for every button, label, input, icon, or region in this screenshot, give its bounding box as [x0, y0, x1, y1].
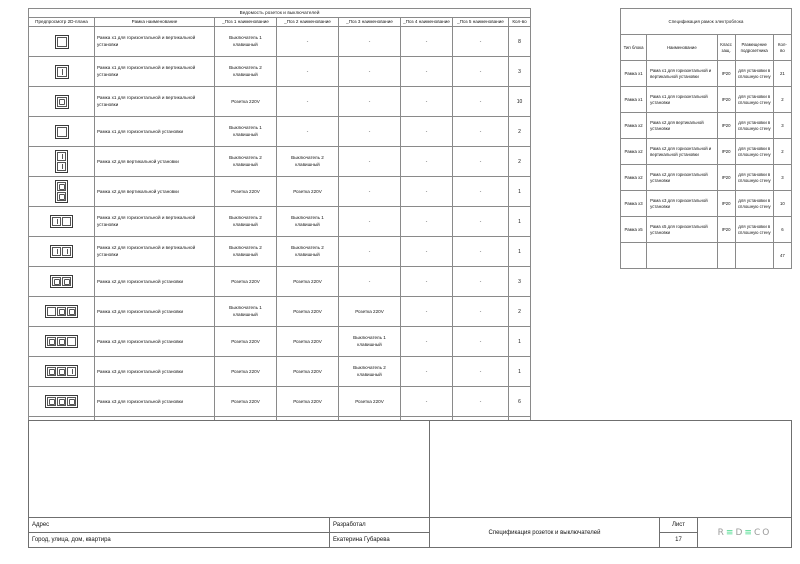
socket-cell-sw1 [57, 127, 67, 137]
wiring-table-header-row [29, 18, 531, 27]
frames-table-header-row [621, 35, 792, 61]
column-header-pos5: _Поз 5 наименование [453, 18, 509, 27]
frame-name-cell: Рамка х3 для горизонтальной установки [95, 327, 215, 357]
socket-block-preview-icon [55, 180, 68, 203]
position-3-cell: - [339, 27, 401, 57]
drawing-title: Спецификация розеток и выключателей [488, 529, 601, 536]
position-5-cell: - [453, 117, 509, 147]
block-type-cell: Рамка x2 [621, 139, 647, 165]
frames-specification-sheet [620, 8, 792, 269]
frame-name-cell: Рама x1 для горизонтальной установки [647, 87, 717, 113]
block-type-cell: Рамка x2 [621, 165, 647, 191]
frame-name-cell: Рамка х1 для горизонтальной и вертикальной установки [95, 57, 215, 87]
table-row[interactable] [29, 117, 531, 147]
mounting-cell: для установки в сплошную стену [735, 113, 773, 139]
column-header-pos3: _Поз 3 наименование [339, 18, 401, 27]
position-3-cell: - [339, 147, 401, 177]
socket-cell-sock [57, 192, 66, 201]
ip-class-cell: IP20 [717, 113, 735, 139]
preview-cell [29, 387, 95, 417]
column-header-quantity: Кол-во [509, 18, 531, 27]
block-type-cell: Рамка x3 [621, 191, 647, 217]
total-empty-cell [717, 243, 735, 269]
quantity-cell: 8 [509, 27, 531, 57]
column-header-pos2: _Поз 2 наименование [277, 18, 339, 27]
position-4-cell: - [401, 177, 453, 207]
position-4-cell: - [401, 147, 453, 177]
table-row[interactable] [29, 357, 531, 387]
position-1-cell: Выключатель 2 клавишный [215, 147, 277, 177]
table-row[interactable] [29, 57, 531, 87]
socket-block-preview-icon [50, 215, 73, 228]
socket-cell-sw2 [52, 217, 61, 226]
socket-cell-sw2 [57, 152, 66, 161]
frame-name-cell: Рамка х1 для горизонтальной установки [95, 117, 215, 147]
position-2-cell: Выключатель 2 клавишный [277, 147, 339, 177]
position-1-cell: Розетка 220V [215, 327, 277, 357]
socket-cell-sock [67, 307, 76, 316]
position-2-cell: Розетка 220V [277, 297, 339, 327]
title-block-drawing-title-column [429, 517, 659, 547]
quantity-cell: 1 [509, 327, 531, 357]
frame-name-cell: Рама x1 для горизонтальной и вертикальной установки [647, 61, 717, 87]
mounting-cell: для установки в сплошную стену [735, 61, 773, 87]
table-row[interactable] [29, 177, 531, 207]
frame-name-cell: Рамка х1 для горизонтальной и вертикальной установки [95, 87, 215, 117]
frame-name-cell: Рама x2 для горизонтальной и вертикальной установки [647, 139, 717, 165]
frame-name-cell: Рамка х2 для вертикальной установки [95, 177, 215, 207]
position-4-cell: - [401, 207, 453, 237]
quantity-cell: 6 [773, 217, 791, 243]
preview-cell [29, 57, 95, 87]
frame-name-cell: Рама x5 для горизонтальной установки [647, 217, 717, 243]
position-1-cell: Выключатель 1 клавишный [215, 297, 277, 327]
position-2-cell: Выключатель 2 клавишный [277, 237, 339, 267]
developer-label: Разработал [330, 518, 429, 533]
sheet-label: Лист [660, 518, 697, 533]
position-3-cell: Выключатель 1 клавишный [339, 327, 401, 357]
frame-name-cell: Рама x3 для горизонтальной установки [647, 191, 717, 217]
socket-cell-sock [57, 367, 66, 376]
position-1-cell: Выключатель 2 клавишный [215, 237, 277, 267]
position-5-cell: - [453, 57, 509, 87]
table-row[interactable] [29, 297, 531, 327]
quantity-cell: 2 [509, 147, 531, 177]
quantity-cell: 2 [509, 297, 531, 327]
socket-cell-sock [47, 367, 56, 376]
position-3-cell: Розетка 220V [339, 297, 401, 327]
developer-value: Екатерина Губарева [333, 537, 390, 543]
ip-class-cell: IP20 [717, 139, 735, 165]
table-row[interactable] [29, 387, 531, 417]
ip-class-cell: IP20 [717, 217, 735, 243]
socket-block-preview-icon [55, 95, 69, 109]
total-empty-cell [621, 243, 647, 269]
socket-block-preview-icon [55, 35, 69, 49]
position-3-cell: - [339, 57, 401, 87]
socket-block-preview-icon [45, 395, 78, 408]
socket-cell-sw1 [67, 337, 76, 346]
quantity-cell: 1 [509, 237, 531, 267]
column-header-pos4: _Поз 4 наименование [401, 18, 453, 27]
position-4-cell: - [401, 117, 453, 147]
table-row[interactable] [621, 61, 792, 87]
preview-cell [29, 357, 95, 387]
position-5-cell: - [453, 237, 509, 267]
quantity-cell: 21 [773, 61, 791, 87]
socket-cell-sock [57, 97, 67, 107]
position-4-cell: - [401, 27, 453, 57]
position-2-cell: - [277, 117, 339, 147]
frame-name-cell: Рамка х2 для горизонтальной и вертикальной установки [95, 237, 215, 267]
preview-cell [29, 117, 95, 147]
socket-block-preview-icon [45, 335, 78, 348]
position-2-cell: Розетка 220V [277, 177, 339, 207]
frame-name-cell: Рамка х1 для горизонтальной и вертикальной установки [95, 27, 215, 57]
position-5-cell: - [453, 177, 509, 207]
position-2-cell: Розетка 220V [277, 357, 339, 387]
position-4-cell: - [401, 57, 453, 87]
column-header-name: Наименование [647, 35, 717, 61]
table-row[interactable] [29, 207, 531, 237]
column-header-preview: Предпросмотр 2D-плана [29, 18, 95, 27]
redeco-logo [698, 518, 791, 547]
position-4-cell: - [401, 327, 453, 357]
redeco-logo-text: R≡D≡CO [717, 527, 772, 538]
position-2-cell: - [277, 57, 339, 87]
socket-block-preview-icon [45, 365, 78, 378]
position-5-cell: - [453, 387, 509, 417]
title-block-sheet-column [659, 517, 697, 547]
socket-cell-sock [57, 397, 66, 406]
ip-class-cell: IP20 [717, 191, 735, 217]
quantity-cell: 10 [773, 191, 791, 217]
frame-name-cell: Рама x2 для вертикальной установки [647, 113, 717, 139]
position-4-cell: - [401, 297, 453, 327]
column-header-pos1: _Поз 1 наименование [215, 18, 277, 27]
quantity-cell: 10 [509, 87, 531, 117]
socket-cell-sw2 [57, 67, 67, 77]
block-type-cell: Рамка x5 [621, 217, 647, 243]
block-type-cell: Рамка x1 [621, 87, 647, 113]
frame-name-cell: Рамка х3 для горизонтальной установки [95, 387, 215, 417]
table-row[interactable] [621, 217, 792, 243]
mounting-cell: для установки в сплошную стену [735, 139, 773, 165]
total-row [621, 243, 792, 269]
address-value: Город, улица, дом, квартира [32, 537, 111, 543]
ip-class-cell: IP20 [717, 87, 735, 113]
quantity-cell: 2 [773, 139, 791, 165]
table-row[interactable] [29, 87, 531, 117]
position-1-cell: Розетка 220V [215, 357, 277, 387]
table-row[interactable] [621, 191, 792, 217]
socket-block-preview-icon [50, 245, 73, 258]
ip-class-cell: IP20 [717, 61, 735, 87]
table-row[interactable] [29, 237, 531, 267]
socket-cell-sw1 [62, 217, 71, 226]
title-block-address-column [29, 517, 329, 547]
socket-cell-sock [47, 397, 56, 406]
frames-table-title-row [621, 9, 792, 35]
position-3-cell: - [339, 87, 401, 117]
position-1-cell: Розетка 220V [215, 267, 277, 297]
column-header-mounting: Размещение подрозетника [735, 35, 773, 61]
frame-name-cell: Рамка х2 для горизонтальной установки [95, 267, 215, 297]
position-3-cell: Розетка 220V [339, 387, 401, 417]
socket-cell-sw2 [57, 162, 66, 171]
position-3-cell: - [339, 207, 401, 237]
column-header-quantity: Кол-во [773, 35, 791, 61]
position-1-cell: Розетка 220V [215, 387, 277, 417]
socket-cell-sock [52, 277, 61, 286]
position-5-cell: - [453, 207, 509, 237]
title-block-developer-column [329, 517, 429, 547]
position-5-cell: - [453, 147, 509, 177]
table-row[interactable] [29, 267, 531, 297]
quantity-cell: 2 [509, 117, 531, 147]
socket-cell-sw1 [47, 307, 56, 316]
socket-block-preview-icon [50, 275, 73, 288]
position-3-cell: - [339, 237, 401, 267]
block-type-cell: Рамка x2 [621, 113, 647, 139]
mounting-cell: для установки в сплошную стену [735, 191, 773, 217]
frames-table-title: Спецификация рамок электроблока [621, 9, 792, 35]
position-3-cell: Выключатель 2 клавишный [339, 357, 401, 387]
position-5-cell: - [453, 27, 509, 57]
position-1-cell: Выключатель 1 клавишный [215, 27, 277, 57]
socket-block-preview-icon [55, 125, 69, 139]
socket-cell-sock [57, 337, 66, 346]
position-1-cell: Розетка 220V [215, 177, 277, 207]
quantity-cell: 3 [509, 267, 531, 297]
preview-cell [29, 237, 95, 267]
frames-table [620, 8, 792, 269]
position-4-cell: - [401, 387, 453, 417]
title-block [28, 420, 792, 548]
column-header-ip-class: Класс защ. [717, 35, 735, 61]
socket-cell-sock [47, 337, 56, 346]
total-empty-cell [735, 243, 773, 269]
table-row[interactable] [29, 27, 531, 57]
socket-cell-sock [57, 182, 66, 191]
socket-cell-sock [67, 397, 76, 406]
position-5-cell: - [453, 327, 509, 357]
socket-cell-sock [57, 307, 66, 316]
position-4-cell: - [401, 267, 453, 297]
preview-cell [29, 27, 95, 57]
quantity-cell: 6 [509, 387, 531, 417]
table-row[interactable] [29, 327, 531, 357]
position-4-cell: - [401, 237, 453, 267]
position-5-cell: - [453, 297, 509, 327]
wiring-table-title-row [29, 9, 531, 18]
sheet-number: 17 [675, 537, 682, 543]
table-row[interactable] [621, 139, 792, 165]
frame-name-cell: Рама x2 для горизонтальной установки [647, 165, 717, 191]
table-row[interactable] [29, 147, 531, 177]
block-type-cell: Рамка x1 [621, 61, 647, 87]
preview-cell [29, 147, 95, 177]
ip-class-cell: IP20 [717, 165, 735, 191]
quantity-cell: 1 [509, 177, 531, 207]
table-row[interactable] [621, 165, 792, 191]
preview-cell [29, 87, 95, 117]
table-row[interactable] [621, 87, 792, 113]
preview-cell [29, 177, 95, 207]
position-3-cell: - [339, 117, 401, 147]
frame-name-cell: Рамка х3 для горизонтальной установки [95, 357, 215, 387]
preview-cell [29, 297, 95, 327]
socket-block-preview-icon [45, 305, 78, 318]
address-label: Адрес [29, 518, 329, 533]
socket-block-preview-icon [55, 65, 69, 79]
total-empty-cell [647, 243, 717, 269]
position-2-cell: Выключатель 1 клавишный [277, 207, 339, 237]
socket-cell-sw2 [67, 367, 76, 376]
quantity-cell: 2 [773, 87, 791, 113]
socket-cell-sock [62, 277, 71, 286]
title-block-logo-column [697, 517, 791, 547]
preview-cell [29, 207, 95, 237]
preview-cell [29, 267, 95, 297]
position-1-cell: Розетка 220V [215, 87, 277, 117]
position-2-cell: Розетка 220V [277, 267, 339, 297]
quantity-cell: 3 [773, 113, 791, 139]
position-1-cell: Выключатель 2 клавишный [215, 207, 277, 237]
position-5-cell: - [453, 87, 509, 117]
mounting-cell: для установки в сплошную стену [735, 217, 773, 243]
quantity-cell: 1 [509, 357, 531, 387]
position-3-cell: - [339, 267, 401, 297]
position-3-cell: - [339, 177, 401, 207]
socket-block-preview-icon [55, 150, 68, 173]
quantity-cell: 3 [509, 57, 531, 87]
position-2-cell: - [277, 87, 339, 117]
position-2-cell: - [277, 27, 339, 57]
column-header-block-type: Тип блока [621, 35, 647, 61]
title-block-divider [429, 421, 430, 517]
position-4-cell: - [401, 357, 453, 387]
position-2-cell: Розетка 220V [277, 387, 339, 417]
preview-cell [29, 327, 95, 357]
mounting-cell: для установки в сплошную стену [735, 165, 773, 191]
column-header-frame: Рамка наименование [95, 18, 215, 27]
position-5-cell: - [453, 357, 509, 387]
position-5-cell: - [453, 267, 509, 297]
wiring-table-title: Ведомость розеток и выключателей [29, 9, 531, 18]
socket-cell-sw2 [62, 247, 71, 256]
quantity-cell: 1 [509, 207, 531, 237]
position-1-cell: Выключатель 1 клавишный [215, 117, 277, 147]
table-row[interactable] [621, 113, 792, 139]
frame-name-cell: Рамка х2 для вертикальной установки [95, 147, 215, 177]
frame-name-cell: Рамка х2 для горизонтальной и вертикальной установки [95, 207, 215, 237]
socket-cell-sw1 [57, 37, 67, 47]
position-4-cell: - [401, 87, 453, 117]
frames-total-quantity: 47 [773, 243, 791, 269]
quantity-cell: 3 [773, 165, 791, 191]
socket-cell-sw2 [52, 247, 61, 256]
frame-name-cell: Рамка х3 для горизонтальной установки [95, 297, 215, 327]
mounting-cell: для установки в сплошную стену [735, 87, 773, 113]
position-2-cell: Розетка 220V [277, 327, 339, 357]
position-1-cell: Выключатель 2 клавишный [215, 57, 277, 87]
